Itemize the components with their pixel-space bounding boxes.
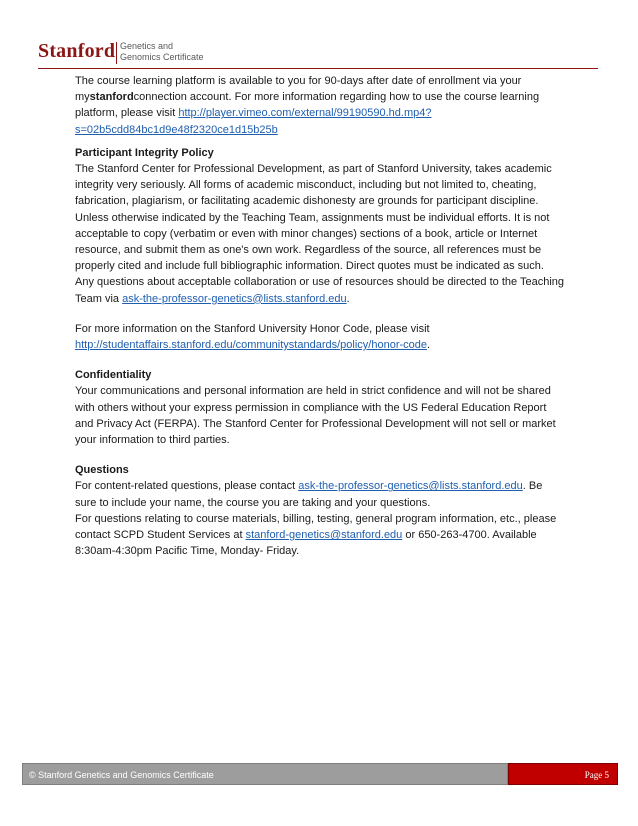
questions-services-paragraph (75, 511, 565, 560)
honor-code-link[interactable]: http://studentaffairs.stanford.edu/communitystandards/policy/honor-code (75, 339, 427, 352)
logo-divider (116, 42, 117, 64)
integrity-period: . (346, 292, 350, 305)
page-header (38, 40, 598, 66)
questions-content-text-cont: . Be sure to include your name, the course you are taking and your questions. (75, 480, 543, 509)
intro-bold-stanford: stanford (89, 91, 134, 104)
page-footer (22, 763, 618, 785)
intro-text-cont: connection account. For more information regarding how to use the course learning platform, please visit (75, 91, 540, 120)
intro-text: The course learning platform is available to you for 90-days after date of enrollment via your my (75, 75, 522, 104)
logo-subtitle-line1: Genetics and (120, 41, 174, 51)
student-services-email-link[interactable]: stanford-genetics@stanford.edu (245, 529, 403, 542)
page-number: Page 5 (508, 763, 618, 785)
integrity-heading: Participant Integrity Policy (75, 146, 214, 159)
questions-content-paragraph (75, 478, 565, 510)
vimeo-link[interactable]: http://player.vimeo.com/external/99190590.hd.mp4?s=02b5cdd84bc1d9e48f2320ce1d15b25b (75, 107, 432, 136)
honor-period: . (427, 339, 431, 352)
document-body (75, 73, 565, 559)
header-divider (38, 68, 598, 69)
questions-content-text: For content-related questions, please contact (75, 480, 296, 493)
questions-services-text: For questions relating to course materials, billing, testing, general program information, etc., please contact SCPD Student Services at (75, 512, 557, 542)
questions-professor-email-link[interactable]: ask-the-professor-genetics@lists.stanford.edu (298, 480, 523, 493)
integrity-email-link[interactable]: ask-the-professor-genetics@lists.stanford.edu (122, 292, 347, 305)
confidentiality-paragraph: Your communications and personal information are held in strict confidence and will not be shared with others without your express permission in compliance with the US Federal Education Report and Privacy Act (FERPA). The Stanford Center for Professional Development will not sell or market your information to third parties. (75, 385, 556, 447)
questions-heading: Questions (75, 464, 129, 477)
intro-paragraph (75, 73, 565, 138)
logo-subtitle-line2: Genomics Certificate (120, 52, 204, 62)
logo-subtitle (120, 41, 204, 63)
confidentiality-heading: Confidentiality (75, 369, 152, 382)
integrity-paragraph (75, 161, 565, 307)
questions-services-text-cont: or 650-263-4700. Available 8:30am-4:30pm Pacific Time, Monday- Friday. (75, 529, 537, 558)
honor-code-paragraph (75, 321, 565, 353)
stanford-logo-wordmark: Stanford (38, 40, 116, 62)
integrity-text: The Stanford Center for Professional Development, as part of Stanford University, takes academic integrity very seriously. All forms of academic misconduct, including but not limited to, cheating, fabrication, plagiarism, or facilitating academic dishonesty are grounds for participant discipline. Unless otherwise indicated by the Teaching Team, assignments must be individual efforts. It is not acceptable to copy (verbatim or even with minor changes) sections of a book, article or Internet resource, and submit them as one's own work. Regardless of the source, all references must be properly cited and include full bibliographic information. Direct quotes must be indicated as such. Any questions about acceptable collaboration or use of resources should be directed to the Teaching Team via (75, 163, 565, 305)
honor-code-text: For more information on the Stanford University Honor Code, please visit (75, 322, 430, 335)
footer-copyright: © Stanford Genetics and Genomics Certificate (22, 763, 508, 785)
